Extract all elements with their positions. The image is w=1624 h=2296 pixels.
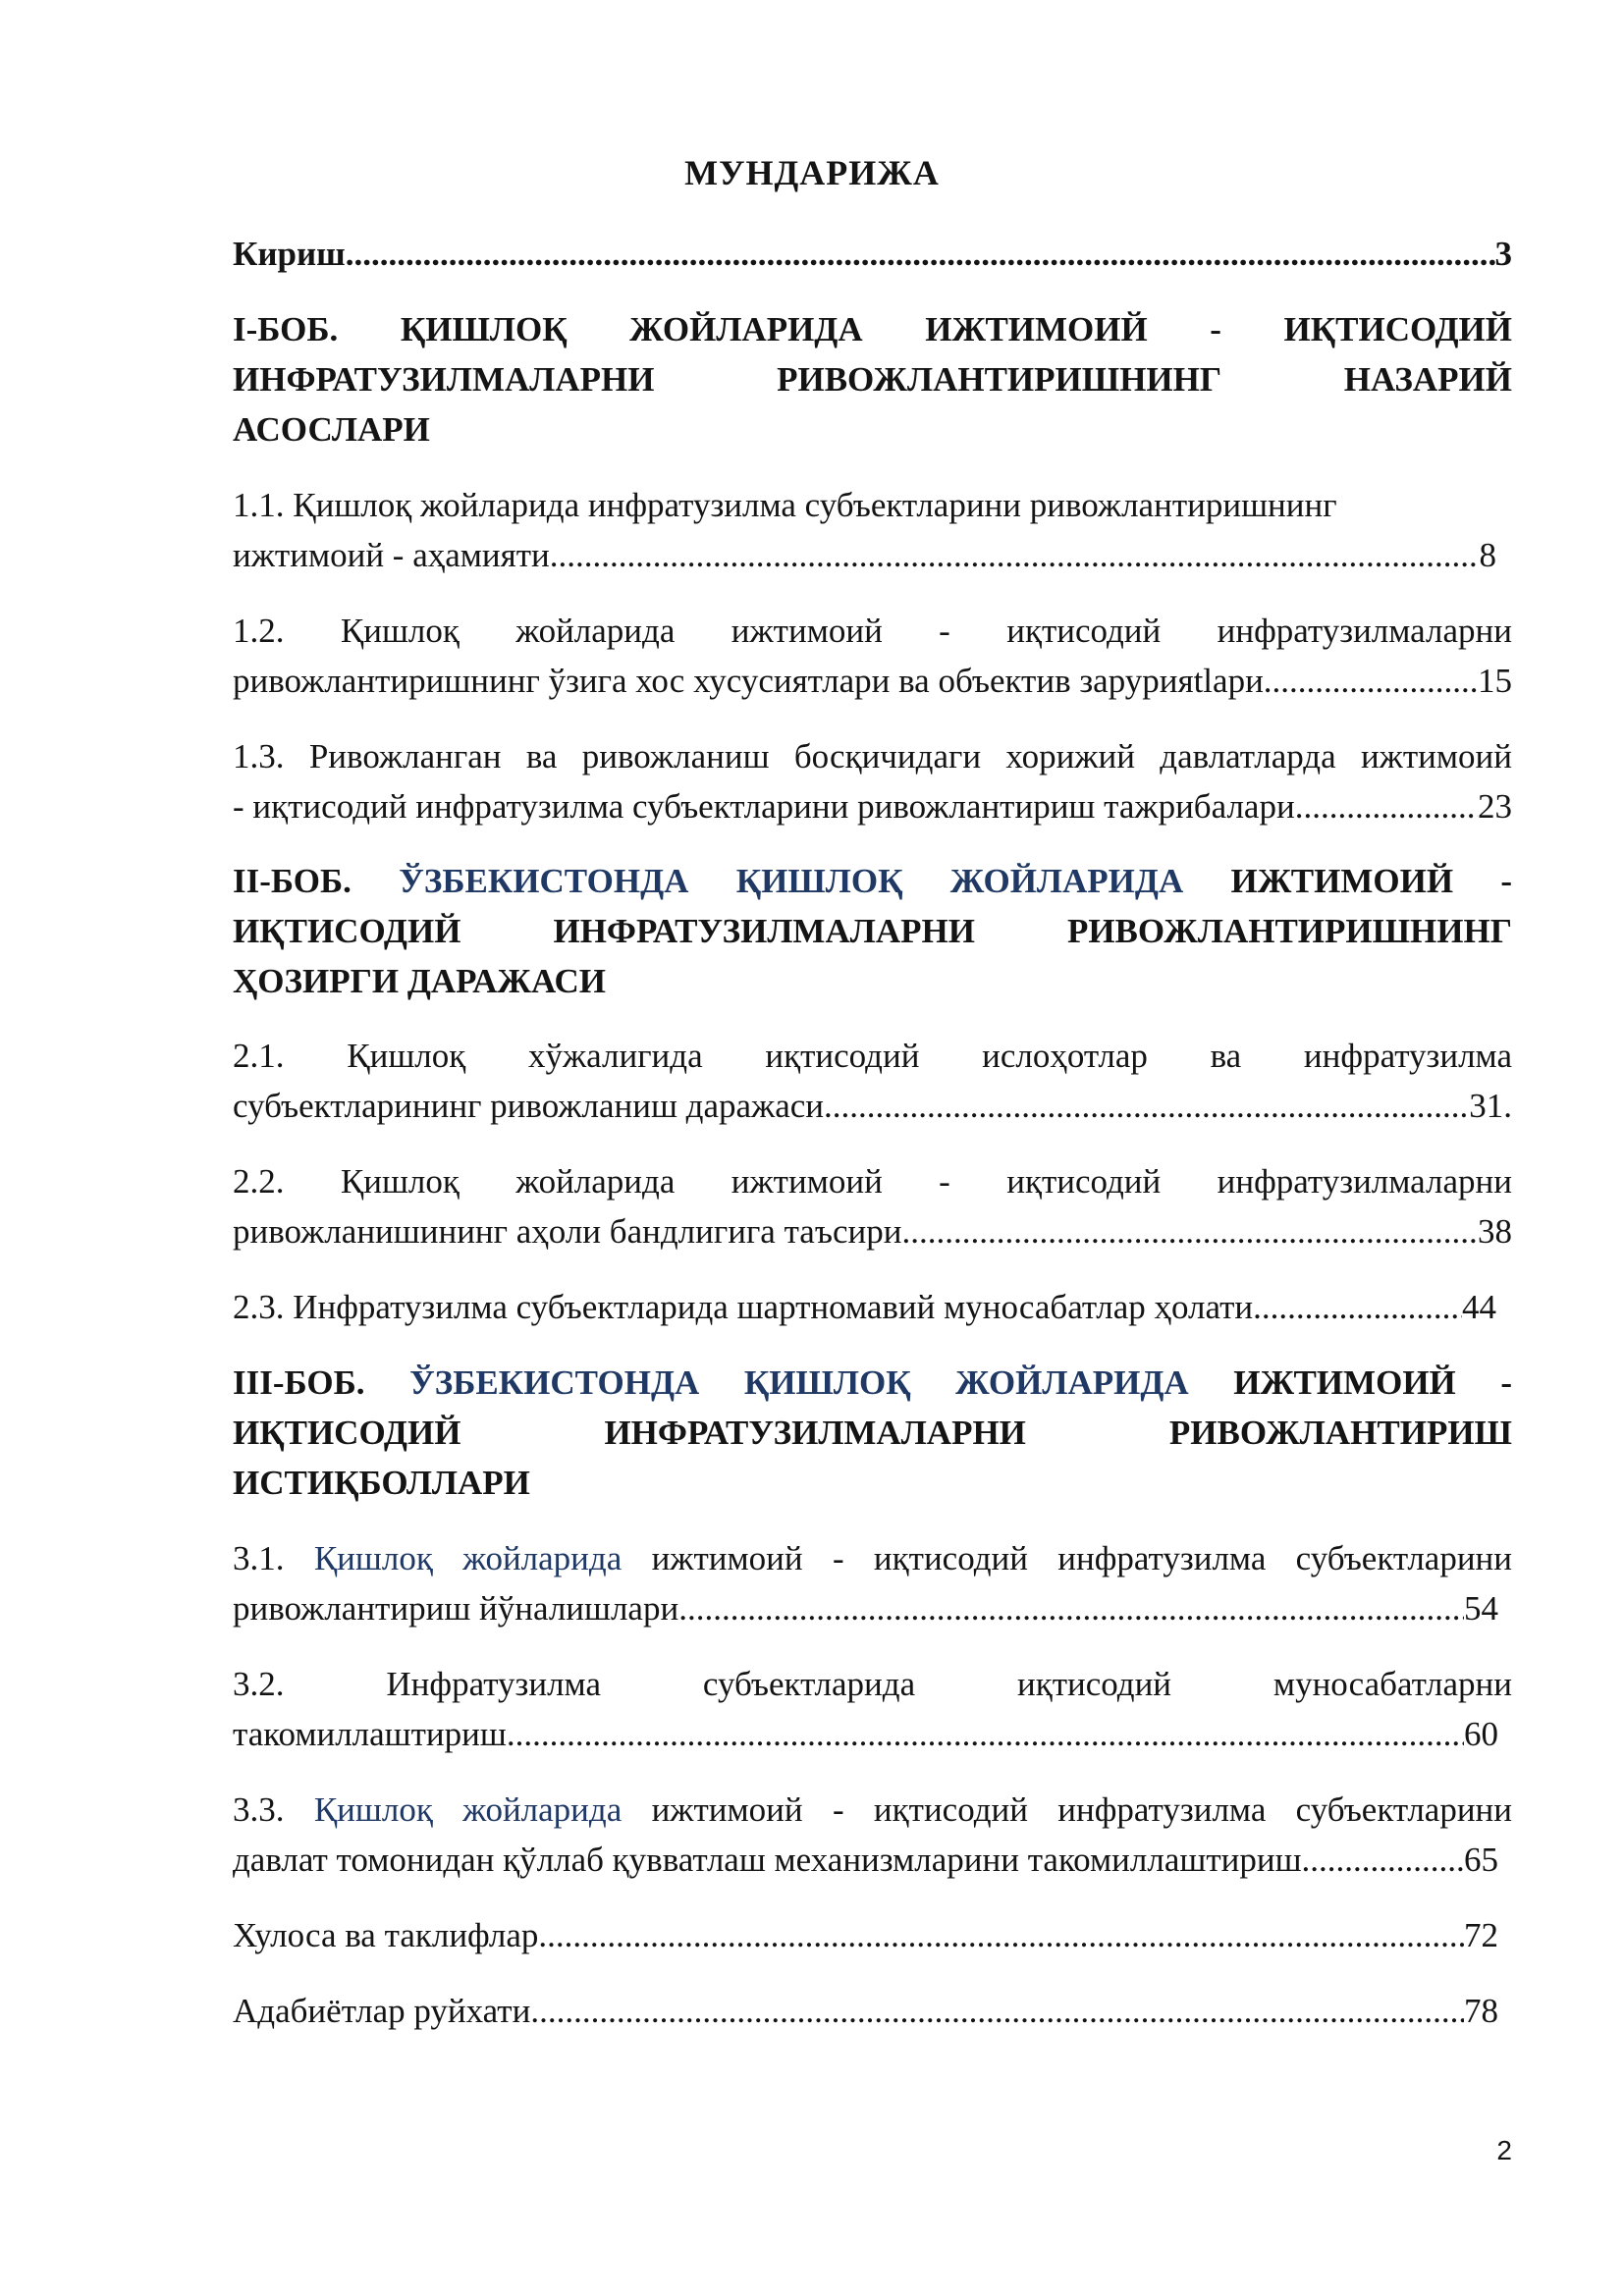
- toc-entry-line: такомиллаштириш: [233, 1715, 507, 1753]
- toc-entry-label: Хулоса ва таклифлар: [233, 1916, 539, 1954]
- toc-entry-intro[interactable]: [233, 229, 1512, 279]
- page-number: 2: [1496, 2135, 1512, 2165]
- toc-entry-references[interactable]: [233, 1986, 1512, 2036]
- chapter-heading-highlight: ЎЗБЕКИСТОНДА ҚИШЛОҚ ЖОЙЛАРИДА: [399, 862, 1184, 900]
- toc-leader: [901, 1206, 1478, 1256]
- chapter-heading-line: ИСТИҚБОЛЛАРИ: [233, 1464, 530, 1502]
- toc-page-number: 72: [1464, 1916, 1498, 1954]
- toc-entry-1-3[interactable]: [233, 731, 1512, 831]
- toc-entry-line: ривожлантириш йўналишлари: [233, 1589, 679, 1628]
- toc-entry-3-2[interactable]: [233, 1659, 1512, 1759]
- toc-entry-line: 1.2. Қишлоқ жойларида ижтимоий - иқтисодий инфратузилмаларни: [233, 612, 1512, 650]
- chapter-3-heading[interactable]: [233, 1358, 1512, 1508]
- chapter-heading-line: АСОСЛАРИ: [233, 410, 430, 449]
- toc-entry-line: 3.1. Қишлоқ жойларида ижтимоий - иқтисодий инфратузилма субъектларини: [233, 1539, 1513, 1577]
- toc-page-number: 38: [1478, 1212, 1512, 1251]
- chapter-heading-line: ИНФРАТУЗИЛМАЛАРНИ РИВОЖЛАНТИРИШНИНГ НАЗАРИЙ: [233, 360, 1512, 399]
- toc-entry-line: ижтимоий - аҳамияти: [233, 536, 550, 574]
- toc-leader: [346, 229, 1495, 279]
- toc-page-number: 23: [1478, 787, 1512, 826]
- chapter-heading-line: III-БОБ. ЎЗБЕКИСТОНДА ҚИШЛОҚ ЖОЙЛАРИДА ИЖТИМОИЙ -: [233, 1363, 1512, 1402]
- toc-entry-line: субъектларининг ривожланиш даражаси: [233, 1087, 825, 1125]
- toc-page-number: 78: [1464, 1992, 1498, 2030]
- chapter-1-heading[interactable]: [233, 304, 1512, 454]
- chapter-heading-line: ИҚТИСОДИЙ ИНФРАТУЗИЛМАЛАРНИ РИВОЖЛАНТИРИШНИНГ: [233, 912, 1512, 950]
- toc-entry-line: 2.3. Инфратузилма субъектларида шартномавий муносабатлар ҳолати: [233, 1288, 1254, 1326]
- toc-entry-line: ривожлантиришнинг ўзига хос хусусиятлари ва объектив зарурияtlари: [233, 662, 1264, 700]
- toc-entry-3-3[interactable]: [233, 1785, 1512, 1885]
- chapter-2-heading[interactable]: [233, 856, 1512, 1006]
- toc-leader: [507, 1709, 1464, 1759]
- toc-page-number: 3: [1494, 235, 1512, 273]
- chapter-heading-highlight: ЎЗБЕКИСТОНДА ҚИШЛОҚ ЖОЙЛАРИДА: [409, 1363, 1189, 1402]
- toc-leader: [1264, 656, 1478, 706]
- toc-entry-line: - иқтисодий инфратузилма субъектларини ривожлантириш тажрибалари: [233, 787, 1295, 826]
- chapter-heading-line: ҲОЗИРГИ ДАРАЖАСИ: [233, 962, 606, 1000]
- toc-entry-1-2[interactable]: [233, 606, 1512, 706]
- toc-leader: [824, 1081, 1469, 1131]
- toc-leader: [538, 1910, 1464, 1960]
- toc-entry-line: давлат томонидан қўллаб қувватлаш механизмларини такомиллаштириш: [233, 1841, 1302, 1879]
- chapter-heading-line: II-БОБ. ЎЗБЕКИСТОНДА ҚИШЛОҚ ЖОЙЛАРИДА ИЖТИМОИЙ -: [233, 862, 1512, 900]
- toc-entry-line: 3.2. Инфратузилма субъектларида иқтисодий муносабатларни: [233, 1665, 1512, 1703]
- toc-entry-line: 3.3. Қишлоқ жойларида ижтимоий - иқтисодий инфратузилма субъектларини: [233, 1790, 1513, 1829]
- toc-page-number: 31.: [1469, 1087, 1512, 1125]
- toc-page-number: 54: [1464, 1589, 1498, 1628]
- chapter-heading-line: I-БОБ. ҚИШЛОҚ ЖОЙЛАРИДА ИЖТИМОИЙ - ИҚТИСОДИЙ: [233, 310, 1512, 348]
- toc-leader: [1295, 781, 1478, 831]
- toc-entry-3-1[interactable]: [233, 1533, 1512, 1633]
- toc-page-number: 15: [1478, 662, 1512, 700]
- chapter-heading-line: ИҚТИСОДИЙ ИНФРАТУЗИЛМАЛАРНИ РИВОЖЛАНТИРИШ: [233, 1414, 1512, 1452]
- toc-entry-2-1[interactable]: [233, 1031, 1512, 1131]
- toc-entry-1-1[interactable]: [233, 480, 1512, 580]
- toc-entry-line: ривожланишининг аҳоли бандлигига таъсири: [233, 1212, 902, 1251]
- toc-page-number: 8: [1479, 536, 1496, 574]
- toc-entry-2-2[interactable]: [233, 1156, 1512, 1256]
- toc-page-number: 65: [1464, 1841, 1498, 1879]
- toc-entry-line: 2.2. Қишлоқ жойларида ижтимоий - иқтисодий инфратузилмаларни: [233, 1162, 1512, 1201]
- toc-entry-line: 2.1. Қишлоқ хўжалигида иқтисодий ислоҳотлар ва инфратузилма: [233, 1037, 1512, 1075]
- toc-leader: [678, 1583, 1464, 1633]
- toc-entry-label: Адабиётлар руйхати: [233, 1992, 531, 2030]
- toc-leader: [550, 530, 1480, 580]
- toc-entry-highlight: Қишлоқ жойларида: [313, 1539, 623, 1577]
- toc-entry-2-3[interactable]: [233, 1282, 1512, 1332]
- toc-leader: [530, 1986, 1464, 2036]
- toc-leader: [1302, 1835, 1464, 1885]
- toc-entry-line: 1.1. Қишлоқ жойларида инфратузилма субъектларини ривожлантиришнинг: [233, 486, 1337, 524]
- toc-page-number: 44: [1462, 1288, 1496, 1326]
- toc-entry-highlight: Қишлоқ жойларида: [313, 1790, 623, 1829]
- toc-leader: [1253, 1282, 1462, 1332]
- toc-entry-label: Кириш: [233, 235, 346, 273]
- toc-entry-conclusion[interactable]: [233, 1910, 1512, 1960]
- page-title: МУНДАРИЖА: [684, 153, 940, 192]
- toc-page-number: 60: [1464, 1715, 1498, 1753]
- toc-entry-line: 1.3. Ривожланган ва ривожланиш босқичидаги хорижий давлатларда ижтимоий: [233, 737, 1512, 775]
